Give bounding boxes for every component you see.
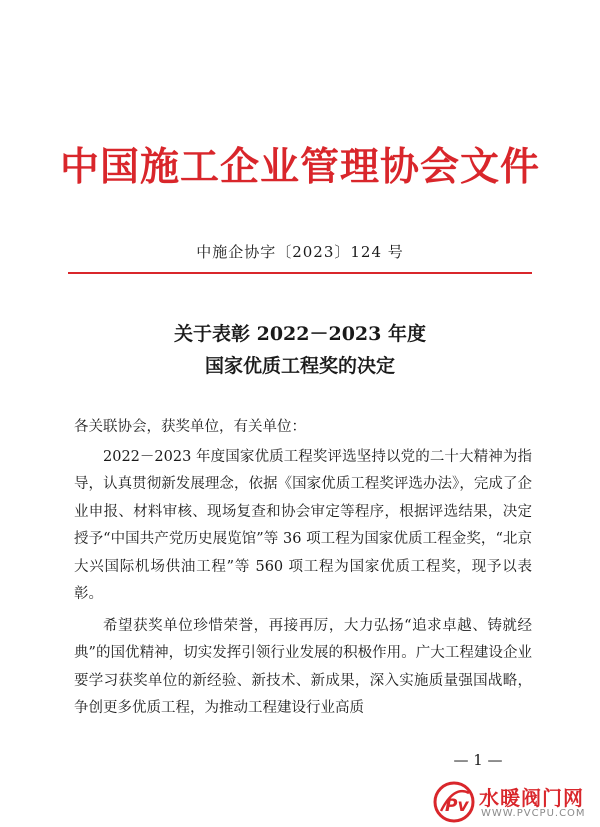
subject-line-1: 关于表彰 2022－2023 年度 — [174, 323, 426, 345]
site-watermark — [433, 779, 598, 825]
issuer-title: 中国施工企业管理协会文件 — [59, 144, 540, 190]
page-number: — 1 — — [453, 751, 503, 769]
body-paragraph-2: 希望获奖单位珍惜荣誉，再接再厉，大力弘扬“追求卓越、铸就经典”的国优精神，切实发挥引领行业发展的积极作用。广大工程建设企业要学习获奖单位的新经验、新技术、新成果，深入实施质量强国战略，争创更多优质工程，为推动工程建设行业高质 — [74, 617, 532, 716]
red-divider-line — [68, 272, 532, 274]
document-body — [74, 414, 532, 727]
salutation: 各关联协会，获奖单位，有关单位： — [74, 419, 306, 435]
body-paragraph-1: 2022－2023 年度国家优质工程奖评选坚持以党的二十大精神为指导，认真贯彻新发展理念，依据《国家优质工程奖评选办法》，完成了企业申报、材料审核、现场复查和协会审定等程序，根据评选结果，决定授予“中国共产党历史展览馆”等 36 项工程为国家优质工程金奖，“北京大兴国际机场供油工程”等 560 项工程为国家优质工程奖，现予以表彰。 — [74, 448, 532, 602]
watermark-url: WWW.PVCPU.COM — [481, 808, 586, 819]
svg-text:Pv: Pv — [445, 796, 469, 816]
watermark-site-name: 水暖阀门网 — [479, 786, 584, 810]
document-number: 中施企协字〔2023〕124 号 — [196, 243, 404, 261]
subject-line-2: 国家优质工程奖的决定 — [204, 355, 395, 377]
document-subject — [0, 318, 600, 382]
watermark-logo-icon — [433, 781, 475, 823]
